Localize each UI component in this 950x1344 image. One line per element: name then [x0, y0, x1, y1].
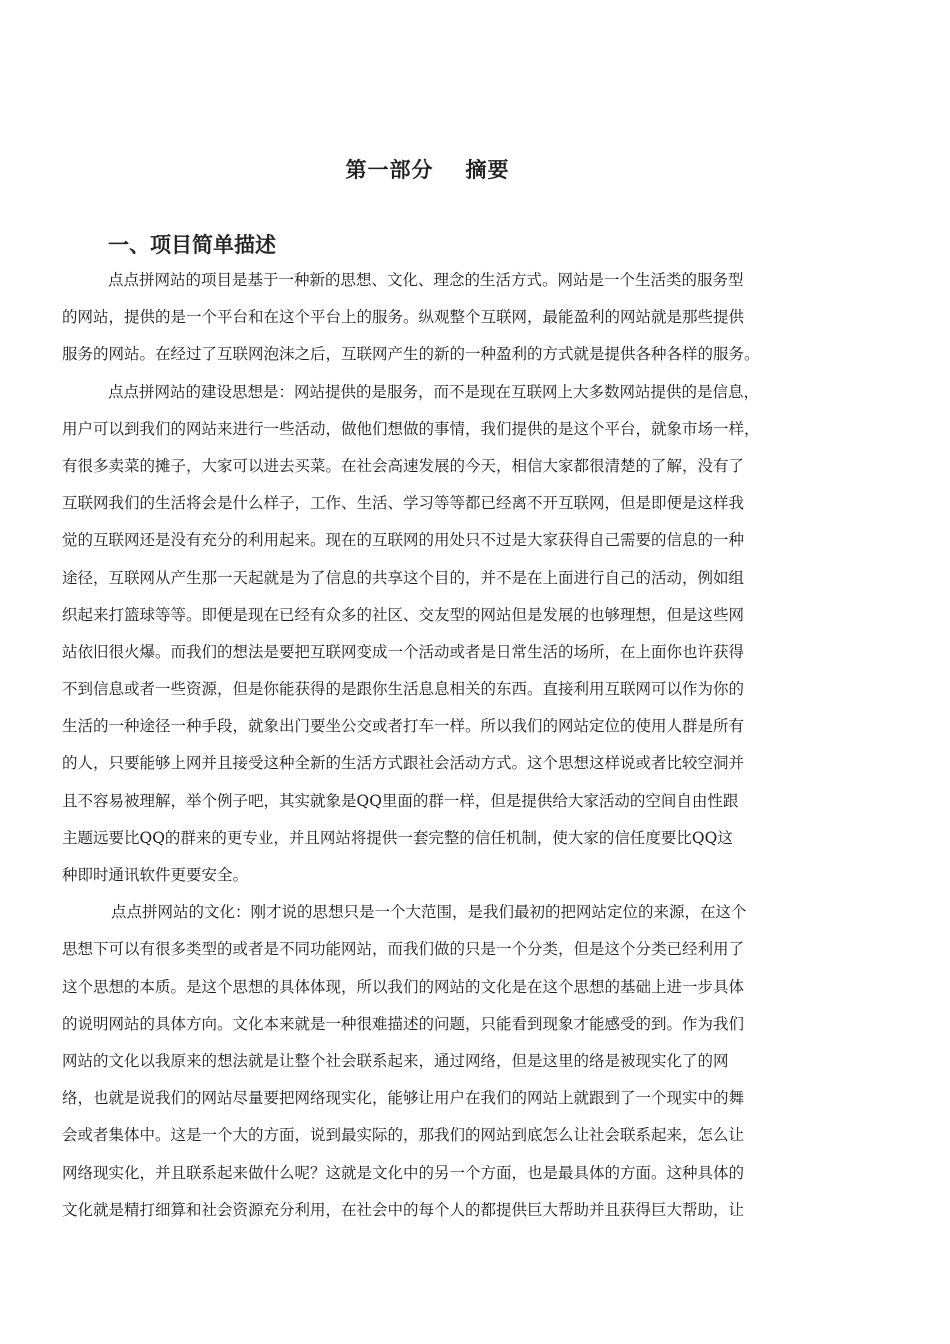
text-line: 的说明网站的具体方向。文化本来就是一种很难描述的问题，只能看到现象才能感受的到。作为我们 — [62, 1014, 745, 1033]
text-line: 站依旧很火爆。而我们的想法是要把互联网变成一个活动或者是日常生活的场所，在上面你也许获得 — [62, 642, 745, 661]
text-line: 主题远要比QQ的群来的更专业，并且网站将提供一套完整的信任机制，使大家的信任度要比QQ这 — [62, 828, 733, 847]
body-text — [62, 262, 822, 1229]
part-title-number: 第一部分 — [345, 158, 434, 182]
section-heading: 一、项目简单描述 — [108, 233, 276, 257]
text-line: 互联网我们的生活将会是什么样子，工作、生活、学习等等都已经离不开互联网，但是即便是这样我 — [62, 494, 745, 513]
part-title-name: 摘要 — [465, 158, 510, 182]
text-line: 这个思想的本质。是这个思想的具体体现，所以我们的网站的文化是在这个思想的基础上进一步具体 — [62, 977, 745, 996]
text-line: 会或者集体中。这是一个大的方面，说到最实际的，那我们的网站到底怎么让社会联系起来，怎么让 — [62, 1126, 745, 1145]
text-line: 点点拼网站的文化：刚才说的思想只是一个大范围，是我们最初的把网站定位的来源，在这个 — [111, 903, 747, 922]
text-line: 途径，互联网从产生那一天起就是为了信息的共享这个目的，并不是在上面进行自己的活动，例如组 — [62, 568, 745, 587]
text-line: 网站的文化以我原来的想法就是让整个社会联系起来，通过网络，但是这里的络是被现实化了的网 — [62, 1051, 729, 1070]
text-line: 不到信息或者一些资源，但是你能获得的是跟你生活息息相关的东西。直接利用互联网可以作为你的 — [62, 680, 745, 699]
text-line: 的网站，提供的是一个平台和在这个平台上的服务。纵观整个互联网，最能盈利的网站就是那些提供 — [62, 308, 745, 327]
text-line: 思想下可以有很多类型的或者是不同功能网站，而我们做的只是一个分类，但是这个分类已经利用了 — [62, 940, 745, 959]
text-line: 且不容易被理解，举个例子吧，其实就象是QQ里面的群一样，但是提供给大家活动的空间自由性跟 — [62, 791, 739, 810]
text-line: 种即时通讯软件更要安全。 — [62, 866, 249, 884]
text-line: 觉的互联网还是没有充分的利用起来。现在的互联网的用处只不过是大家获得自己需要的信息的一种 — [62, 531, 745, 550]
text-line: 有很多卖菜的摊子，大家可以进去买菜。在社会高速发展的今天，相信大家都很清楚的了解，没有了 — [62, 456, 745, 475]
text-line: 用户可以到我们的网站来进行一些活动，做他们想做的事情，我们提供的是这个平台，就象市场一样， — [62, 419, 760, 438]
text-line: 生活的一种途径一种手段，就象出门要坐公交或者打车一样。所以我们的网站定位的使用人群是所有 — [62, 717, 745, 736]
part-title — [0, 154, 855, 184]
text-line: 文化就是精打细算和社会资源充分利用，在社会中的每个人的都提供巨大帮助并且获得巨大帮助，让 — [62, 1200, 745, 1219]
text-line: 服务的网站。在经过了互联网泡沫之后，互联网产生的新的一种盈利的方式就是提供各种各样的服务。 — [62, 345, 760, 364]
text-line: 点点拼网站的项目是基于一种新的思想、文化、理念的生活方式。网站是一个生活类的服务型 — [108, 271, 744, 289]
text-line: 点点拼网站的建设思想是：网站提供的是服务，而不是现在互联网上大多数网站提供的是信息， — [108, 382, 760, 401]
text-line: 的人，只要能够上网并且接受这种全新的生活方式跟社会活动方式。这个思想这样说或者比较空洞并 — [62, 754, 745, 773]
text-line: 网络现实化，并且联系起来做什么呢？这就是文化中的另一个方面，也是最具体的方面。这种具体的 — [62, 1163, 745, 1182]
text-line: 织起来打篮球等等。即便是现在已经有众多的社区、交友型的网站但是发展的也够理想，但是这些网 — [62, 605, 745, 624]
text-line: 络，也就是说我们的网站尽量要把网络现实化，能够让用户在我们的网站上就跟到了一个现实中的舞 — [62, 1089, 745, 1108]
